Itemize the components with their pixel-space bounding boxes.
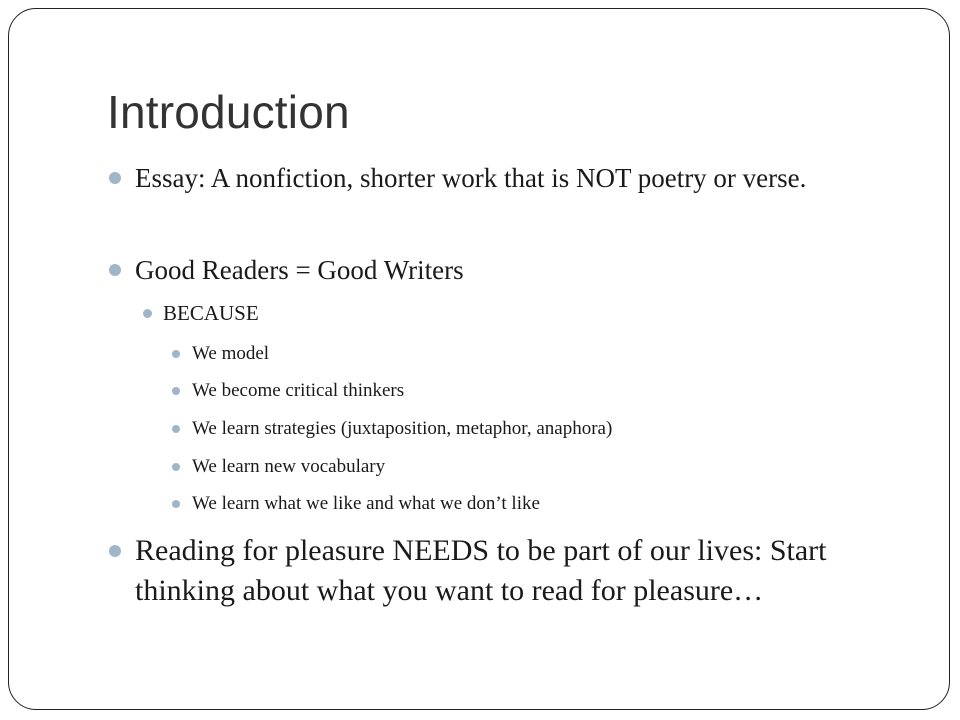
bullet-dot: [109, 264, 121, 276]
bullet-dot: [109, 545, 121, 557]
bullet-reason: We become critical thinkers: [192, 380, 405, 401]
bullet-dot: [172, 463, 180, 471]
bullet-dot: [172, 500, 180, 508]
bullet-essay: Essay: A nonfiction, shorter work that is NOT poetry or verse.: [135, 163, 807, 193]
bullet-reading-pleasure: Reading for pleasure NEEDS to be part of our lives: Start thinking about what you want to read for pleasure…: [135, 534, 827, 607]
bullet-dot: [109, 172, 121, 184]
bullet-good-readers: Good Readers = Good Writers: [135, 255, 464, 285]
bullet-dot: [172, 425, 180, 433]
bullet-because: BECAUSE: [163, 301, 259, 325]
bullet-reason: We learn what we like and what we don’t like: [192, 493, 540, 514]
bullet-dot: [172, 387, 180, 395]
bullet-reason: We learn new vocabulary: [192, 456, 386, 477]
bullet-reason: We model: [192, 343, 270, 364]
bullet-reason: We learn strategies (juxtaposition, metaphor, anaphora): [192, 418, 613, 439]
slide-title: Introduction: [107, 86, 350, 138]
bullet-dot: [172, 350, 180, 358]
bullet-dot: [143, 309, 152, 318]
